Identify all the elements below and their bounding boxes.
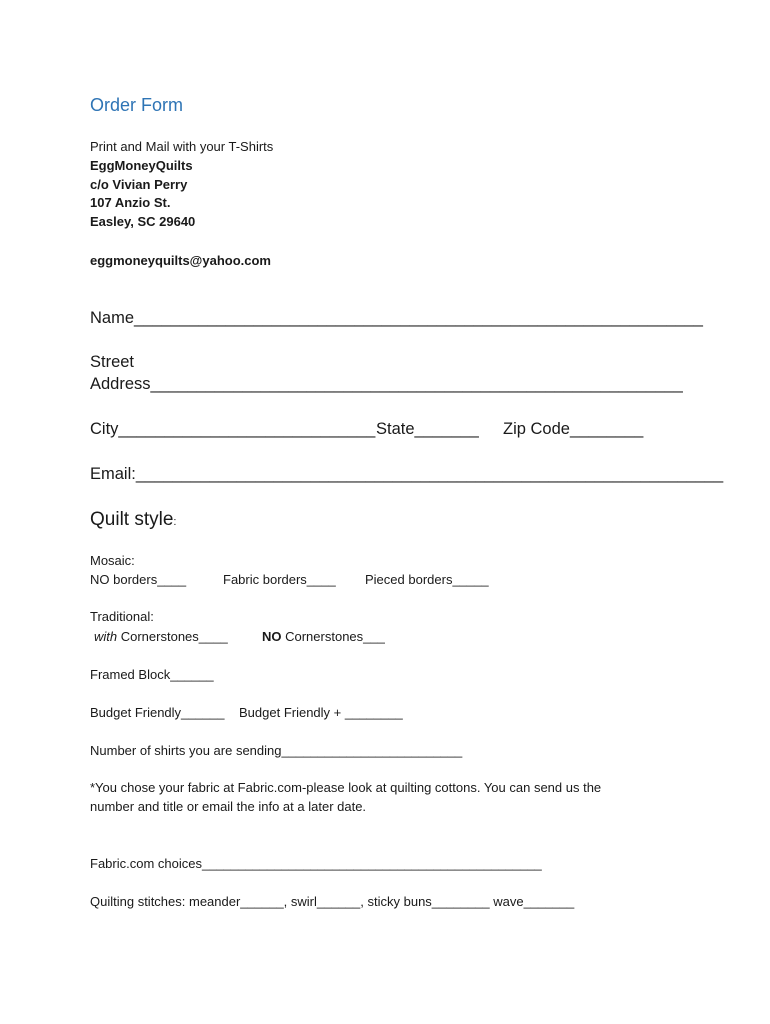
no-text: NO bbox=[262, 629, 282, 644]
page-title: Order Form bbox=[90, 95, 184, 115]
framed-block-option[interactable]: Framed Block______ bbox=[90, 667, 214, 682]
name-field[interactable]: Name______________________________________________________________ bbox=[90, 309, 703, 327]
with-cornerstones-text: Cornerstones____ bbox=[117, 629, 228, 644]
mosaic-label: Mosaic: bbox=[90, 553, 135, 568]
street-label: Street bbox=[90, 353, 135, 371]
mail-care-of: c/o Vivian Perry bbox=[90, 177, 188, 192]
fabric-note-line-2: number and title or email the info at a later date. bbox=[90, 799, 367, 814]
city-field[interactable]: City____________________________ bbox=[90, 420, 376, 438]
quilting-stitches-field[interactable]: Quilting stitches: meander______, swirl______, sticky buns________ wave_______ bbox=[90, 894, 575, 909]
mosaic-fabric-borders[interactable]: Fabric borders____ bbox=[223, 572, 336, 587]
state-field[interactable]: State_______ bbox=[376, 420, 479, 438]
mosaic-pieced-borders[interactable]: Pieced borders_____ bbox=[365, 572, 489, 587]
mosaic-no-borders[interactable]: NO borders____ bbox=[90, 572, 187, 587]
traditional-label: Traditional: bbox=[90, 609, 154, 624]
traditional-no-cornerstones[interactable] bbox=[262, 628, 385, 646]
fabric-note-line-1: *You chose your fabric at Fabric.com-please look at quilting cottons. You can send us the bbox=[90, 780, 602, 795]
quilt-style-heading-text: Quilt style bbox=[90, 509, 174, 530]
mail-email: eggmoneyquilts@yahoo.com bbox=[90, 253, 271, 268]
with-text: with bbox=[94, 629, 118, 644]
budget-friendly-plus-option[interactable]: Budget Friendly + ________ bbox=[239, 705, 403, 720]
zip-field[interactable]: Zip Code________ bbox=[503, 420, 644, 438]
address-field[interactable]: Address__________________________________________________________ bbox=[90, 375, 683, 393]
mail-street: 107 Anzio St. bbox=[90, 195, 171, 210]
mail-city: Easley, SC 29640 bbox=[90, 214, 196, 229]
quilt-style-heading bbox=[90, 509, 176, 531]
fabric-choices-field[interactable]: Fabric.com choices_______________________________________________ bbox=[90, 856, 542, 871]
traditional-with-cornerstones[interactable] bbox=[94, 628, 228, 646]
quilt-style-heading-colon: : bbox=[173, 516, 177, 528]
shirt-count-field[interactable]: Number of shirts you are sending_________________________ bbox=[90, 743, 463, 758]
budget-friendly-option[interactable]: Budget Friendly______ bbox=[90, 705, 225, 720]
mail-business-name: EggMoneyQuilts bbox=[90, 158, 193, 173]
no-cornerstones-text: Cornerstones___ bbox=[281, 629, 385, 644]
email-field[interactable]: Email:________________________________________________________________ bbox=[90, 465, 724, 483]
mail-intro: Print and Mail with your T-Shirts bbox=[90, 139, 274, 154]
